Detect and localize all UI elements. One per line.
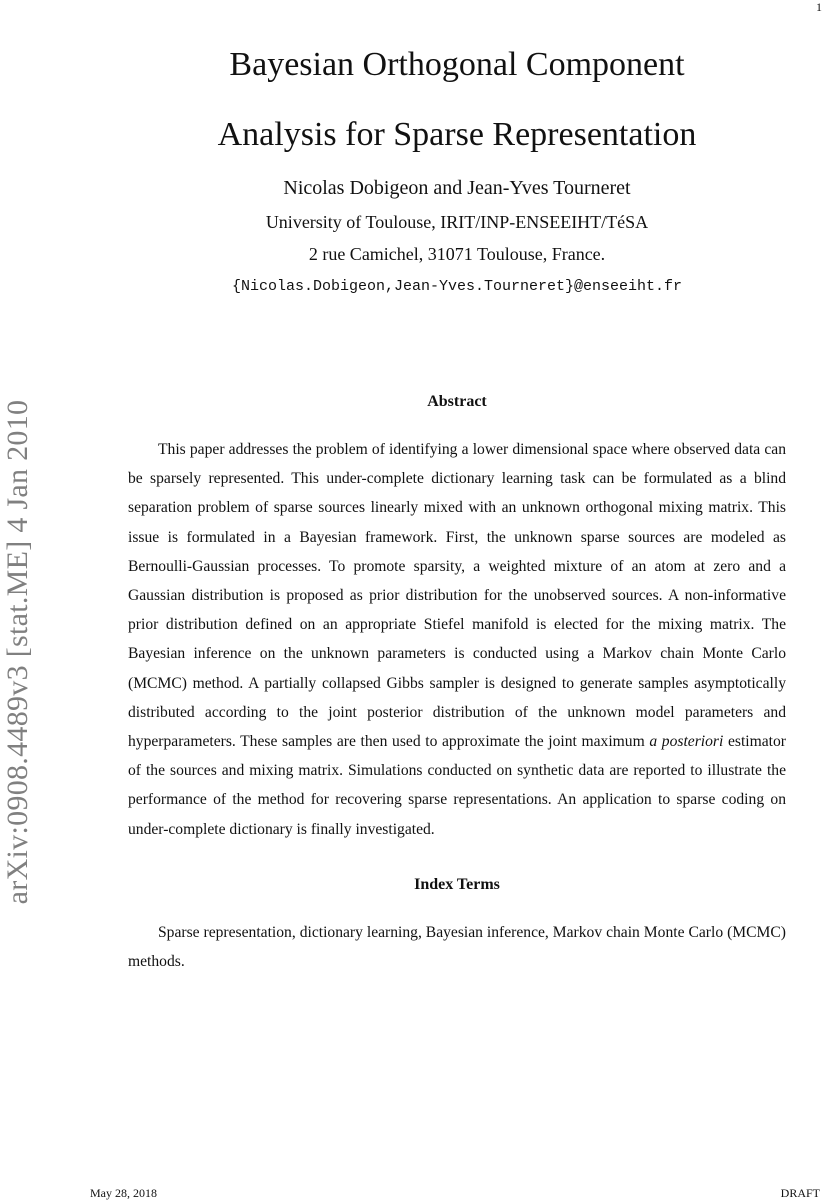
email: {Nicolas.Dobigeon,Jean-Yves.Tourneret}@enseeiht.fr — [231, 278, 683, 295]
footer-draft-label: DRAFT — [780, 1186, 820, 1200]
title-line-1: Bayesian Orthogonal Component — [229, 46, 685, 83]
institution: University of Toulouse, IRIT/INP-ENSEEIHT/TéSA — [265, 212, 649, 232]
abstract-text-part-1: This paper addresses the problem of identifying a lower dimensional space where observed data can be sparsely represented. This under-complete dictionary learning task can be formulated as a blind separation problem of sparse sources linearly mixed with an unknown orthogonal mixing matrix. This issue is formulated in a Bayesian framework. First, the unknown sparse sources are modeled as Bernoulli-Gaussian processes. To promote sparsity, a weighted mixture of an atom at zero and a Gaussian distribution is proposed as prior distribution for the unobserved sources. A non-informative prior distribution defined on an appropriate Stiefel manifold is elected for the mixing matrix. The Bayesian inference on the unknown parameters is conducted using a Markov chain Monte Carlo (MCMC) method. A partially collapsed Gibbs sampler is designed to generate samples asymptotically distributed according to the joint posterior distribution of the unknown model parameters and hyperparameters. These samples are then used to approximate the joint maximum — [128, 441, 786, 751]
abstract-text — [128, 435, 786, 844]
page-number: 1 — [816, 0, 822, 14]
authors: Nicolas Dobigeon and Jean-Yves Tourneret — [283, 177, 631, 199]
title-line-2: Analysis for Sparse Representation — [217, 116, 697, 153]
paper-title — [60, 30, 826, 170]
footer-date: May 28, 2018 — [90, 1186, 157, 1200]
abstract-text-part-2: estimator of the sources and mixing matrix. Simulations conducted on synthetic data are reported to illustrate the performance of the method for recovering sparse representations. An application to sparse coding on under-complete dictionary is finally investigated. — [128, 733, 786, 838]
affiliation-block — [60, 208, 826, 304]
abstract-heading: Abstract — [427, 393, 487, 410]
index-terms-text: Sparse representation, dictionary learning, Bayesian inference, Markov chain Monte Carlo (MCMC) methods. — [128, 924, 786, 971]
address: 2 rue Camichel, 31071 Toulouse, France. — [308, 244, 606, 264]
abstract-italic-term: a posteriori — [649, 733, 724, 751]
arxiv-identifier: arXiv:0908.4489v3 [stat.ME] 4 Jan 2010 — [1, 399, 34, 905]
index-terms-heading: Index Terms — [414, 876, 500, 893]
